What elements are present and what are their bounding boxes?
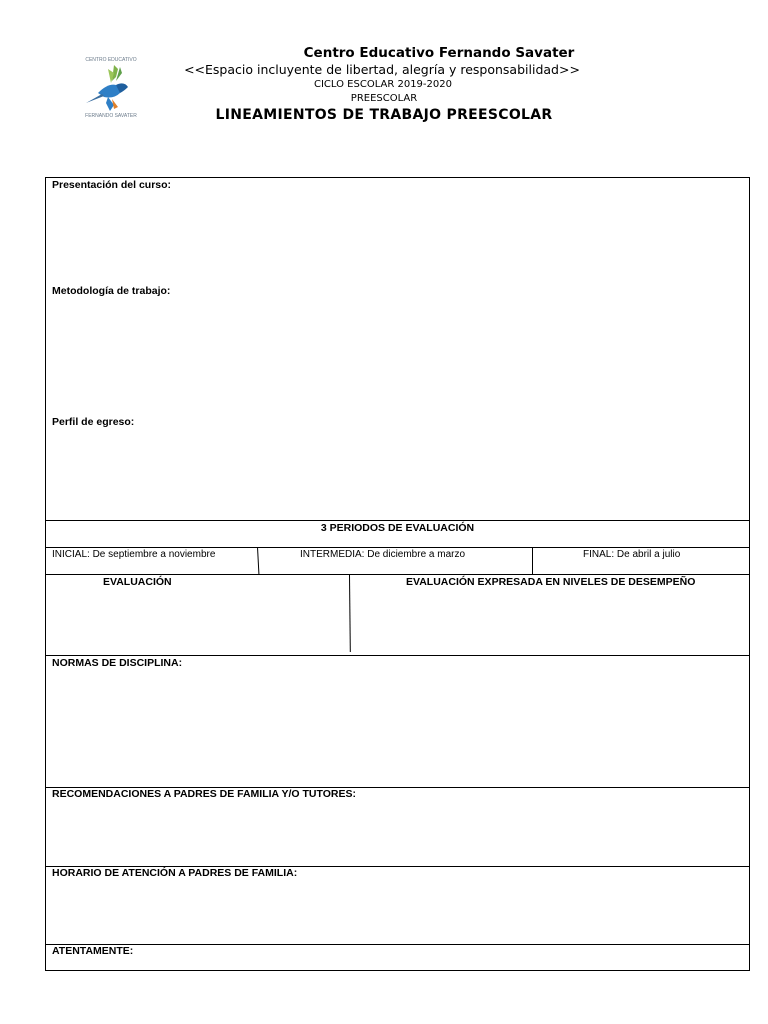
course-presentation-label: Presentación del curso:	[52, 179, 172, 191]
discipline-rules-label: NORMAS DE DISCIPLINA:	[52, 657, 183, 669]
document-title: LINEAMIENTOS DE TRABAJO PREESCOLAR	[215, 107, 553, 123]
school-cycle: CICLO ESCOLAR 2019-2020	[314, 79, 452, 90]
work-methodology-label: Metodología de trabajo:	[52, 285, 171, 297]
sincerely-label: ATENTAMENTE:	[52, 945, 134, 957]
logo-top-text: CENTRO EDUCATIVO	[85, 57, 137, 63]
row-divider	[46, 944, 749, 945]
school-motto: <<Espacio incluyente de libertad, alegría y responsabilidad>>	[184, 62, 580, 77]
period-intermediate: INTERMEDIA: De diciembre a marzo	[300, 549, 466, 560]
school-name: Centro Educativo Fernando Savater	[303, 45, 575, 61]
row-divider	[46, 655, 749, 656]
evaluation-label: EVALUACIÓN	[103, 576, 172, 588]
guidelines-form	[45, 177, 750, 971]
period-final: FINAL: De abril a julio	[583, 549, 681, 560]
column-divider	[257, 547, 259, 575]
row-divider	[46, 520, 749, 521]
performance-levels-label: EVALUACIÓN EXPRESADA EN NIVELES DE DESEMPEÑO	[406, 576, 696, 588]
parent-hours-label: HORARIO DE ATENCIÓN A PADRES DE FAMILIA:	[52, 867, 298, 879]
column-divider	[349, 575, 351, 652]
parent-recommendations-label: RECOMENDACIONES A PADRES DE FAMILIA Y/O TUTORES:	[52, 788, 356, 800]
period-initial: INICIAL: De septiembre a noviembre	[52, 549, 216, 560]
row-divider	[46, 574, 749, 575]
evaluation-periods-title: 3 PERIODOS DE EVALUACIÓN	[320, 522, 475, 534]
school-level: PREESCOLAR	[350, 93, 418, 104]
column-divider	[532, 547, 533, 574]
logo-bottom-text: FERNANDO SAVATER	[85, 113, 137, 119]
row-divider	[46, 547, 749, 548]
graduate-profile-label: Perfil de egreso:	[52, 416, 135, 428]
